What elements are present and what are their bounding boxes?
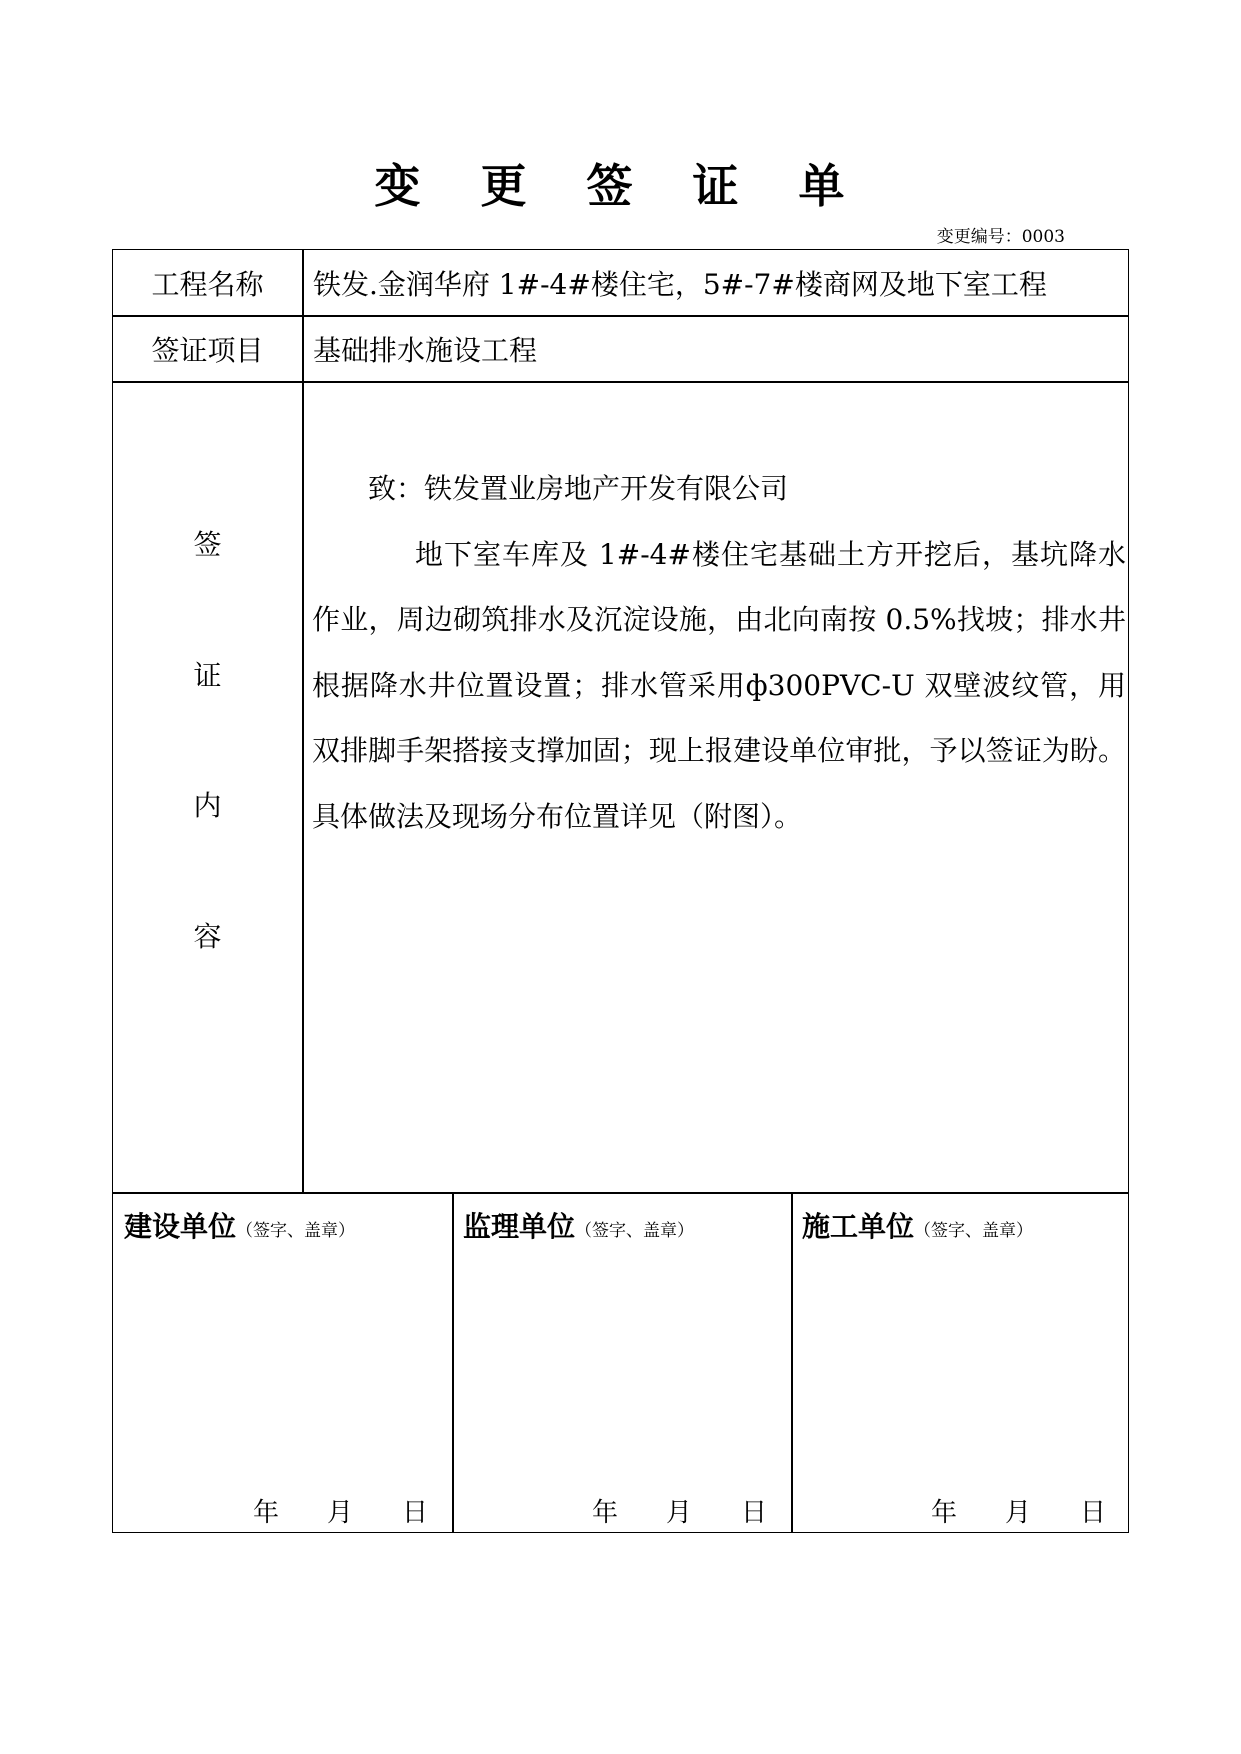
change-number-label: 变更编号： — [936, 227, 1022, 247]
visa-item-label: 签证项目 — [151, 333, 264, 367]
change-form-table — [112, 249, 1129, 1533]
date-year: 年 — [253, 1498, 280, 1528]
contractor-sign-note: （签字、盖章） — [914, 1221, 1034, 1241]
date-month: 月 — [666, 1498, 693, 1528]
document-title: 变 更 签 证 单 — [374, 159, 867, 213]
owner-unit-label: 建设单位 — [124, 1210, 237, 1243]
column-divider — [452, 1192, 454, 1532]
change-number — [937, 222, 1065, 247]
content-label-char: 签 — [193, 528, 222, 561]
content-label-char: 容 — [193, 920, 222, 953]
supervisor-signature-header — [463, 1205, 694, 1245]
supervisor-unit-label: 监理单位 — [463, 1210, 576, 1243]
date-day: 日 — [402, 1498, 429, 1528]
content-body: 地下室车库及 1#-4#楼住宅基础土方开挖后，基坑降水作业，周边砌筑排水及沉淀设施，由北向南按 0.5%找坡；排水井根据降水井位置设置；排水管采用ф300PVC-U 双壁波纹管，用双排脚手架搭接支撑加固；现上报建设单位审批，予以签证为盼。具体做法及现场分布位置详见（附图）。 — [312, 537, 1126, 833]
change-number-value: 0003 — [1021, 227, 1065, 247]
column-divider — [791, 1192, 793, 1532]
visa-content — [312, 456, 1126, 849]
supervisor-sign-note: （签字、盖章） — [575, 1221, 695, 1241]
contractor-unit-label: 施工单位 — [802, 1210, 915, 1243]
visa-item-value: 基础排水施设工程 — [313, 333, 538, 367]
date-month: 月 — [1005, 1498, 1032, 1528]
contractor-signature-header — [802, 1205, 1033, 1245]
date-day: 日 — [1080, 1498, 1107, 1528]
content-label-char: 内 — [193, 789, 222, 822]
date-year: 年 — [592, 1498, 619, 1528]
project-name-value: 铁发.金润华府 1#-4#楼住宅，5#-7#楼商网及地下室工程 — [313, 267, 1047, 301]
column-divider — [302, 250, 304, 1192]
date-year: 年 — [931, 1498, 958, 1528]
date-month: 月 — [327, 1498, 354, 1528]
owner-signature-header — [124, 1205, 355, 1245]
visa-content-label — [113, 250, 302, 1532]
addressee: 致：铁发置业房地产开发有限公司 — [368, 472, 789, 505]
owner-sign-note: （签字、盖章） — [236, 1221, 356, 1241]
content-label-char: 证 — [193, 659, 222, 692]
project-name-label: 工程名称 — [151, 267, 264, 301]
date-day: 日 — [741, 1498, 768, 1528]
